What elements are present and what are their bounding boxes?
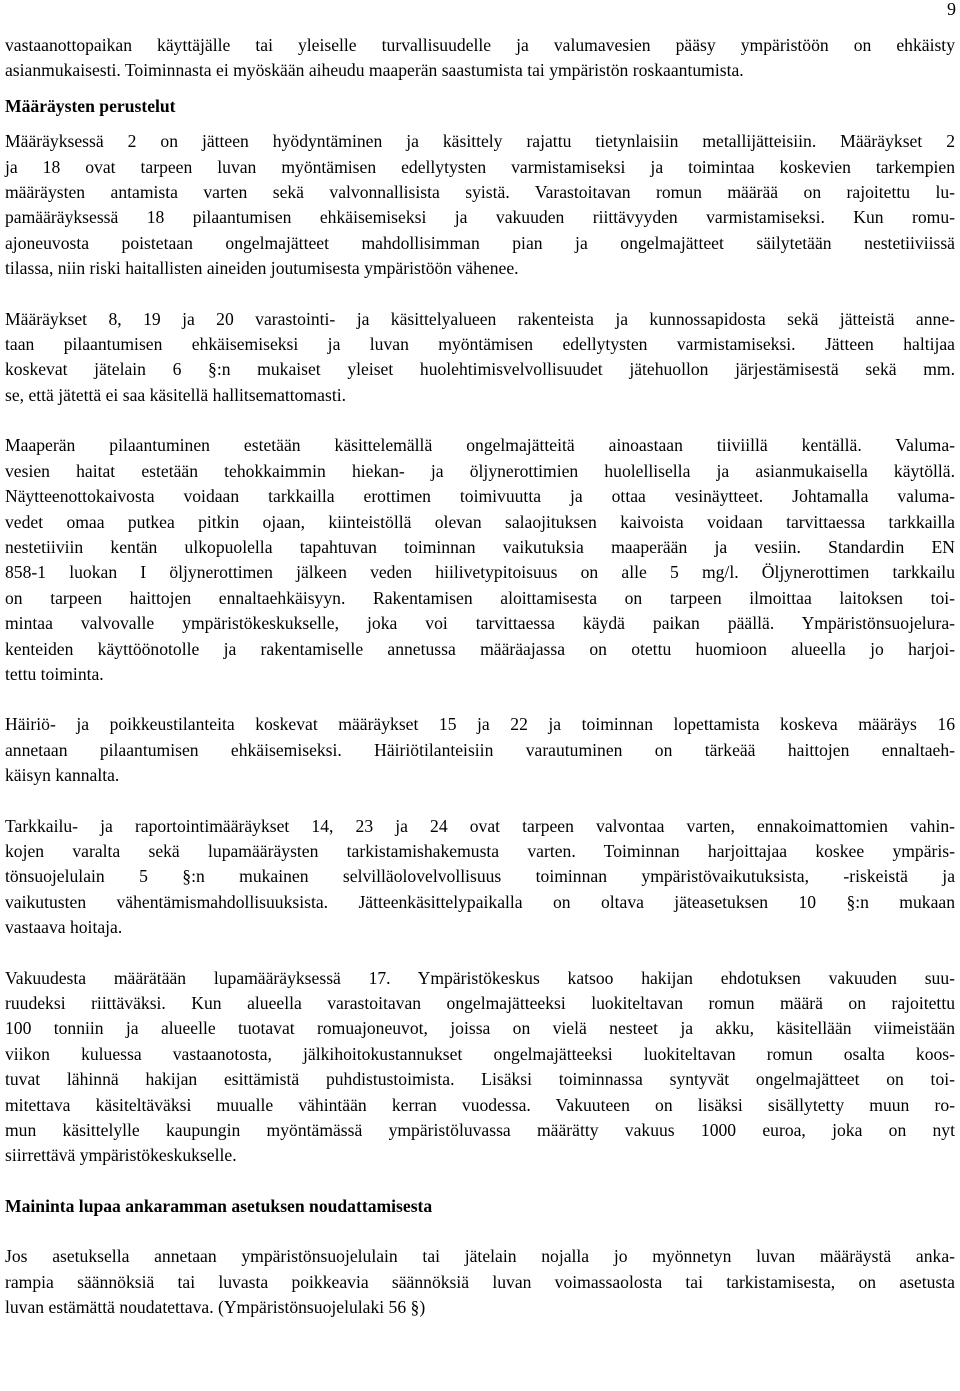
text-line: tilassa, niin riski haitallisten aineiden joutumisesta ympäristöön vähenee. — [5, 258, 519, 279]
text-line: tuvat lähinnä hakijan esittämistä puhdistustoimista. Lisäksi toiminnassa syntyvät ongelmajätteet on toi- — [5, 1069, 955, 1090]
text-line: Jos asetuksella annetaan ympäristönsuojelulain tai jätelain nojalla jo myönnetyn luvan määräystä anka- — [5, 1246, 955, 1267]
text-line: ruudeksi riittäväksi. Kun alueella varastoitavan ongelmajätteeksi luokiteltavan romun määrä on rajoitettu — [5, 993, 955, 1013]
paragraph-1 — [5, 129, 955, 281]
text-line: käisyn kannalta. — [5, 765, 120, 786]
page-number: 9 — [947, 0, 956, 19]
paragraph-6 — [5, 966, 955, 1169]
text-line: on tarpeen haittojen ennaltaehkäisyyn. Rakentamisen aloittamisesta on tarpeen ilmoittaa laitoksen toi- — [5, 587, 955, 608]
text-line: vastaava hoitaja. — [5, 917, 123, 938]
text-line: mintaa valvovalle ympäristökeskukselle, joka voi tarvittaessa käydä paikan päällä. Ympäristönsuojelura- — [5, 613, 955, 634]
text-line: tönsuojelulain 5 §:n mukainen selvilläolovelvollisuus toiminnan ympäristövaikutuksista, -riskeistä ja — [5, 866, 955, 887]
text-line: ja 18 ovat tarpeen luvan myöntämisen edellytysten varmistamiseksi ja toimintaa koskevien tarkempien — [5, 156, 955, 177]
text-line: 100 tonniin ja alueelle tuotavat romuajoneuvot, joissa on vielä nesteet ja akku, käsitellään viimeistään — [5, 1018, 955, 1039]
paragraph-5 — [5, 814, 955, 941]
text-line: luvan estämättä noudatettava. (Ympäristönsuojelulaki 56 §) — [5, 1297, 426, 1318]
text-line: rampia säännöksiä tai luvasta poikkeavia säännöksiä luvan voimassaolosta tai tarkistamisesta, on asetusta — [5, 1271, 955, 1292]
text-line: Tarkkailu- ja raportointimääräykset 14, 23 ja 24 ovat tarpeen valvontaa varten, ennakoimattomien vahin- — [5, 815, 955, 836]
text-line: vastaanottopaikan käyttäjälle tai yleiselle turvallisuudelle ja valumavesien pääsy ympäristöön on ehkäisty — [5, 35, 955, 55]
text-line: siirrettävä ympäristökeskukselle. — [5, 1145, 237, 1166]
paragraph-7 — [5, 1244, 955, 1320]
text-line: koskevat jätelain 6 §:n mukaiset yleiset huolehtimisvelvollisuudet jätehuollon järjestämisestä sekä mm. — [5, 359, 955, 380]
intro-paragraph — [5, 33, 955, 84]
text-line: mitettava käsiteltäväksi muualle vähintään kerran vuodessa. Vakuuteen on lisäksi sisällytetty muun ro- — [5, 1094, 955, 1115]
text-line: ajoneuvosta poistetaan ongelmajätteet mahdollisimman pian ja ongelmajätteet säilytetään nestetiiviissä — [5, 232, 955, 253]
paragraph-2 — [5, 307, 955, 409]
text-line: Maaperän pilaantuminen estetään käsittelemällä ongelmajätteitä ainoastaan tiiviillä kentällä. Valuma- — [5, 435, 955, 456]
text-line: nestetiiviin kentän ulkopuolella tapahtuvan toiminnan vaikutuksia maaperään ja vesiin. Standardin EN — [5, 536, 955, 557]
text-line: Määräyksessä 2 on jätteen hyödyntäminen ja käsittely rajattu tietynlaisiin metallijätteisiin. Määräykset 2 — [5, 131, 955, 152]
text-line: tettu toiminta. — [5, 663, 104, 684]
text-line: 858-1 luokan I öljynerottimen jälkeen veden hiilivetypitoisuus on alle 5 mg/l. Öljynerottimen tarkkailu — [5, 562, 955, 583]
paragraph-4 — [5, 712, 955, 788]
page-content — [5, 33, 955, 1320]
text-line: pamääräyksessä 18 pilaantumisen ehkäisemiseksi ja vakuuden riittävyyden varmistamiseksi. Kun romu- — [5, 207, 955, 228]
text-line: Näytteenottokaivosta voidaan tarkkailla erottimen toimivuutta ja ottaa vesinäytteet. Johtamalla valuma- — [5, 486, 955, 507]
text-line: se, että jätettä ei saa käsitellä hallitsemattomasti. — [5, 384, 346, 405]
text-line: Määräykset 8, 19 ja 20 varastointi- ja käsittelyalueen rakenteista ja kunnossapidosta sekä jätteistä anne- — [5, 308, 955, 329]
text-line: kojen varalta sekä lupamääräysten tarkistamishakemusta varten. Toiminnan harjoittajaa koskee ympäris- — [5, 840, 955, 861]
text-line: vedet omaa putkea pitkin ojaan, kiinteistöllä olevan salaojituksen kaivoista voidaan tarvittaessa tarkkailla — [5, 511, 955, 532]
text-line: vesien haitat estetään tehokkaimmin hiekan- ja öljynerottimien huolellisella ja asianmukaisella käytöllä. — [5, 460, 955, 481]
text-line: määräysten antamista varten sekä valvonnallisista syistä. Varastoitavan romun määrää on rajoitettu lu- — [5, 182, 955, 203]
text-line: asianmukaisesti. Toiminnasta ei myöskään aiheudu maaperän saastumista tai ympäristön roskaantumista. — [5, 60, 744, 81]
text-line: mun käsittelylle kaupungin myöntämässä ympäristöluvassa määrätty vakuus 1000 euroa, joka on nyt — [5, 1120, 955, 1141]
section-heading-perustelut: Määräysten perustelut — [5, 95, 176, 116]
text-line: annetaan pilaantumisen ehkäisemiseksi. Häiriötilanteisiin varautuminen on tärkeää haittojen ennaltaeh- — [5, 739, 955, 760]
text-line: viikon kuluessa vastaanotosta, jälkihoitokustannukset ongelmajätteeksi luokiteltavan romun osalta koos- — [5, 1043, 955, 1064]
text-line: taan pilaantumisen ehkäisemiseksi ja luvan myöntämisen edellytysten varmistamiseksi. Jätteen haltijaa — [5, 334, 955, 355]
text-line: kenteiden käyttöönotolle ja rakentamiselle annetussa määräajassa on otettu huomioon alueella jo harjoi- — [5, 638, 955, 659]
section-heading-maininta: Maininta lupaa ankaramman asetuksen noudattamisesta — [5, 1195, 433, 1216]
text-line: vaikutusten vähentämismahdollisuuksista. Jätteenkäsittelypaikalla on oltava jäteasetuksen 10 §:n mukaan — [5, 891, 955, 912]
paragraph-3 — [5, 433, 955, 687]
text-line: Vakuudesta määrätään lupamääräyksessä 17. Ympäristökeskus katsoo hakijan ehdotuksen vakuuden suu- — [5, 967, 955, 988]
text-line: Häiriö- ja poikkeustilanteita koskevat määräykset 15 ja 22 ja toiminnan lopettamista koskeva määräys 16 — [5, 714, 955, 735]
